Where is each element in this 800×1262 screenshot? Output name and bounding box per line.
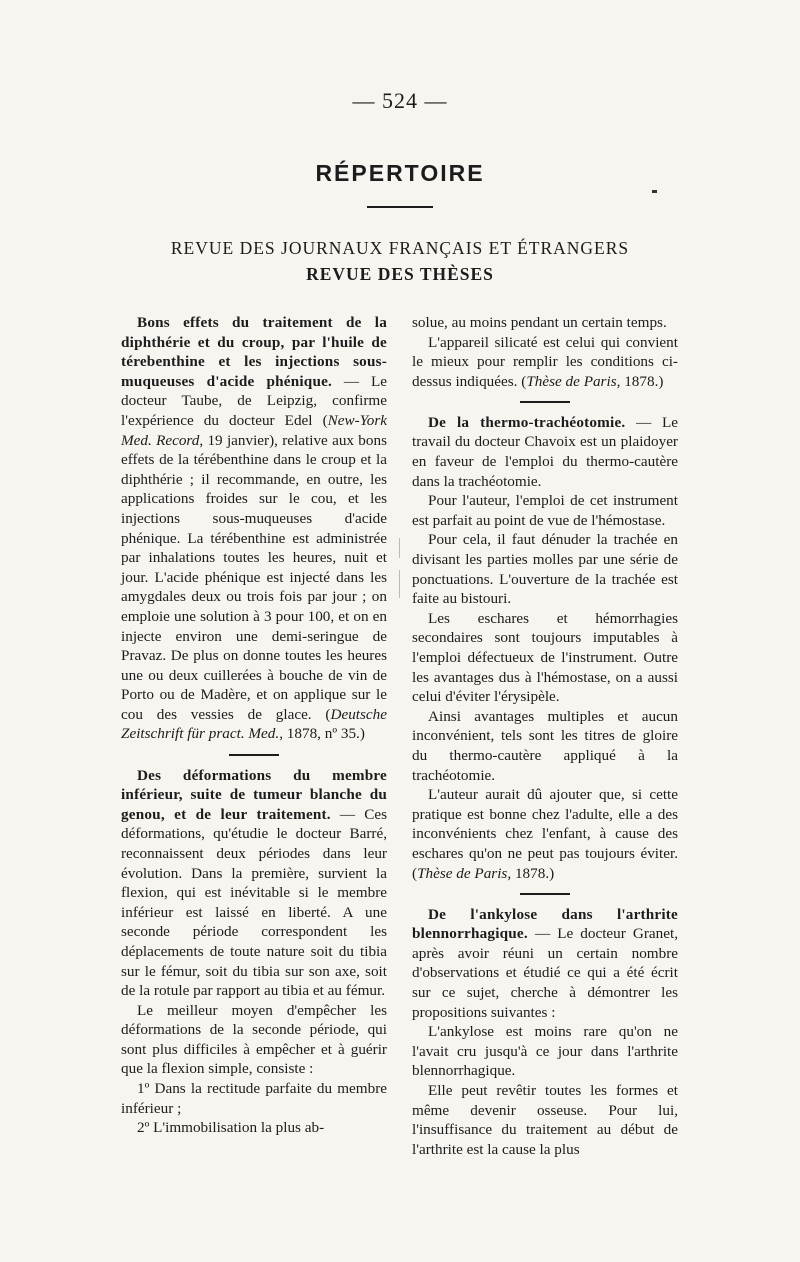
article-source: New-York Med. Record <box>121 411 387 449</box>
article-heading: De la thermo-trachéotomie. <box>428 413 626 431</box>
article-thermo-tracheotomy <box>412 413 678 491</box>
column-gutter-mark <box>399 538 400 558</box>
article-paragraph: Les eschares et hémorrhagies secondaires sont toujours imputables à l'emploi défectueux de l'instrument. Outre les avantages dus à l'hémostase, on a aussi celui d'éviter l'érysipèle. <box>412 609 678 706</box>
article-heading: Bons effets du traitement de la diphthérie et du croup, par l'huile de térebenthine et les injections sous-muqueuses d'acide phénique. <box>121 314 387 390</box>
print-mark <box>652 190 657 193</box>
article-citation: Thèse de Paris <box>526 372 617 390</box>
page-title: RÉPERTOIRE <box>315 160 485 186</box>
section-subtitle-theses: REVUE DES THÈSES <box>306 264 494 284</box>
article-continuation: solue, au moins pendant un certain temps. <box>412 314 667 331</box>
article-citation: Deutsche Zeitschrift für pract. Med. <box>121 705 387 743</box>
article-diphtheria <box>121 313 387 744</box>
article-paragraph: Elle peut revêtir toutes les formes et même devenir osseuse. Pour lui, l'insuffisance du traitement au début de l'arthrite est la cause la plus <box>412 1081 678 1158</box>
article-list-item: 2º L'immobilisation la plus ab- <box>137 1119 325 1137</box>
column-gutter-mark <box>399 570 400 598</box>
article-citation-end: , 1878, nº 35.) <box>279 725 365 743</box>
article-citation-end: , 1878.) <box>616 372 664 390</box>
article-separator <box>520 893 570 895</box>
article-paragraph: Ainsi avantages multiples et aucun inconvénient, tels sont les titres de gloire du thermo-cautère appliqué à la trachéotomie. <box>412 707 678 784</box>
article-ankylosis <box>412 905 678 1023</box>
article-heading: Des déformations du membre inférieur, suite de tumeur blanche du genou, et de leur traitement. <box>121 766 387 823</box>
article-list-item: 1º Dans la rectitude parfaite du membre inférieur ; <box>121 1080 387 1117</box>
article-body: L'auteur aurait dû ajouter que, si cette pratique est bonne chez l'adulte, elle a des inconvénients chez l'enfant, à cause des eschares qu'on ne peut pas toujours éviter. ( <box>412 786 678 882</box>
article-body: — Le docteur Granet, après avoir réuni un certain nombre d'observations et étudié ce qui a été écrit sur ce sujet, cherche à démontrer les propositions suivantes : <box>412 925 678 1021</box>
article-separator <box>229 754 279 756</box>
section-subtitle-journals: REVUE DES JOURNAUX FRANÇAIS ET ÉTRANGERS <box>170 238 630 258</box>
article-paragraph: L'ankylose est moins rare qu'on ne l'avait cru jusqu'à ce jour dans l'arthrite blennorrhagique. <box>412 1023 678 1080</box>
article-separator <box>520 401 570 403</box>
page-number: — 524 — <box>352 88 448 113</box>
article-paragraph: Le meilleur moyen d'empêcher les déformations de la seconde période, qui sont plus difficiles à empêcher et à guérir que la flexion simple, consiste : <box>121 1001 387 1078</box>
article-body: — Ces déformations, qu'étudie le docteur Barré, reconnaissent deux périodes dans leur évolution. Dans la première, survient la flexion, qui est inévitable si le membre inférieur est laissé en liberté. A une seconde période correspondent les déplacements de toute nature soit du tibia sur le fémur, soit du tibia sur son axe, soit de la rotule par rapport au tibia et au fémur. <box>121 805 387 1000</box>
article-paragraph: Pour l'auteur, l'emploi de cet instrument est parfait au point de vue de l'hémostase. <box>412 492 678 529</box>
article-body: L'appareil silicaté est celui qui convient le mieux pour remplir les conditions ci-dessus indiquées. ( <box>412 333 678 390</box>
article-citation-end: 1878.) <box>511 864 555 882</box>
article-paragraph <box>412 333 678 392</box>
article-body: — Le travail du docteur Chavoix est un plaidoyer en faveur de l'emploi du thermo-cautère dans la trachéotomie. <box>412 413 678 490</box>
article-body: — Le docteur Taube, de Leipzig, confirme l'expérience du docteur Edel ( <box>121 372 387 429</box>
article-body: , 19 janvier), relative aux bons effets de la térébenthine dans le croup et la diphthérie ; il recommande, en outre, les applications froides sur le cou, et les injections sous-muqueuses d'acide phénique. La térébenthine est administrée par inhalations toutes les heures, nuit et jour. L'acide phénique est injecté dans les amygdales deux ou trois fois par jour ; on emploie une solution à 3 pour 100, et on en injecte environ une demi-seringue de Pravaz. De plus on donne toutes les heures une ou deux cuillerées à bouche de vin de Porto ou de Madère, et on applique sur le cou des vessies de glace. ( <box>121 431 387 723</box>
right-column <box>412 313 678 1159</box>
title-divider <box>367 206 433 208</box>
article-paragraph: Pour cela, il faut dénuder la trachée en divisant les parties molles par une série de ponctuations. L'ouverture de la trachée est faite au bistouri. <box>412 531 678 608</box>
article-citation: Thèse de Paris, <box>417 864 512 882</box>
left-column <box>121 313 387 1138</box>
article-deformations <box>121 766 387 1001</box>
article-heading: De l'ankylose dans l'arthrite blennorrhagique. <box>412 905 678 943</box>
article-paragraph <box>412 785 678 883</box>
